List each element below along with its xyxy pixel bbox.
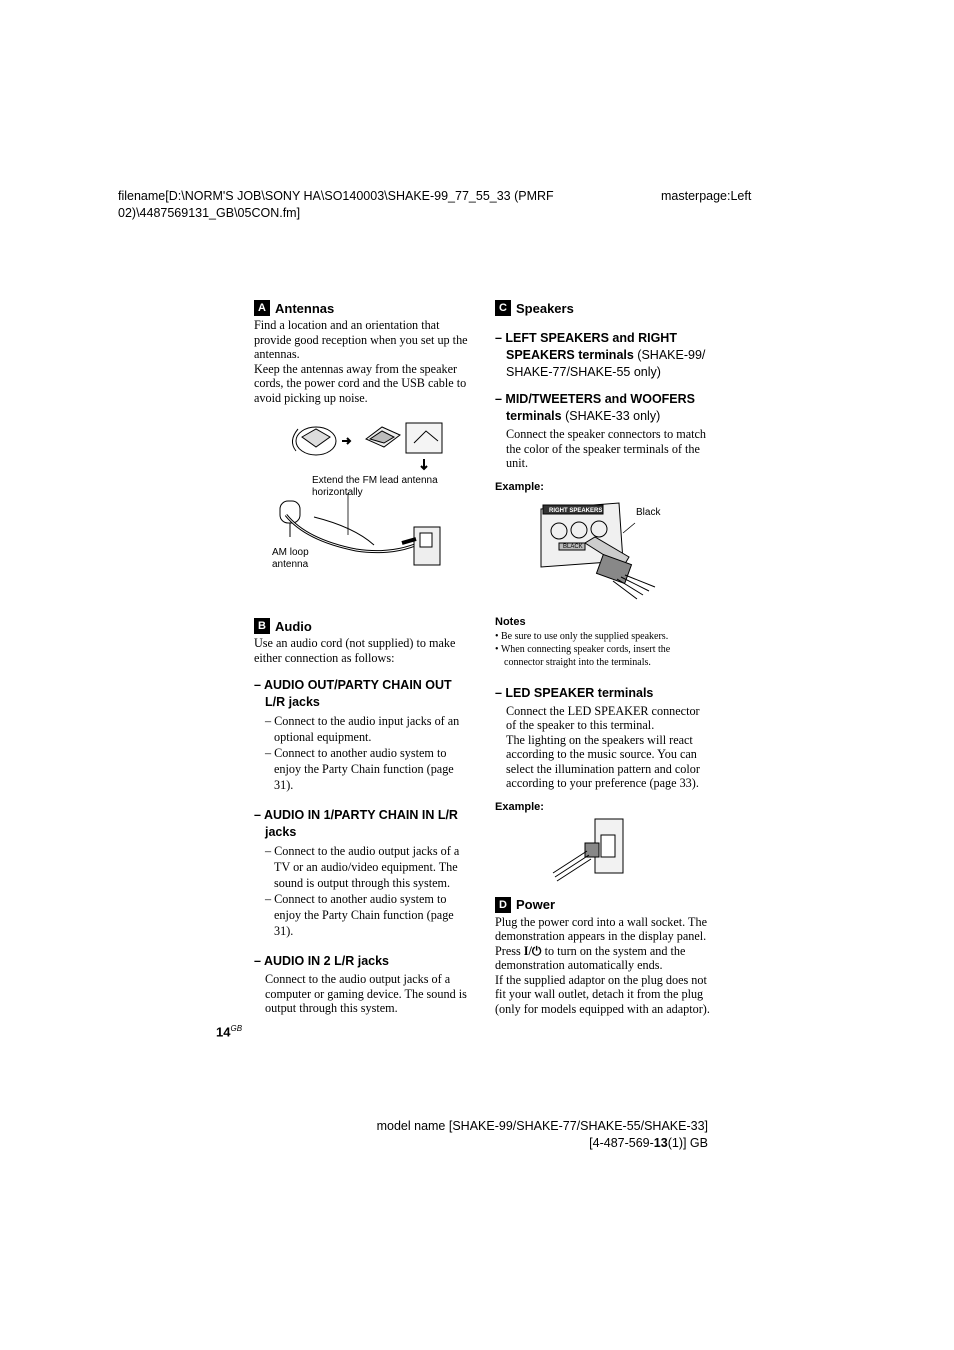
left-right-speakers-models: (SHAKE-99/ SHAKE-77/SHAKE-55 only) [506, 348, 706, 379]
section-d-badge: D [495, 897, 511, 913]
left-column [254, 300, 469, 1016]
speaker-terminal-svg [495, 497, 710, 602]
filename-line-1: filename[D:\NORM'S JOB\SONY HA\SO140003\SHAKE-99_77_55_33 (PMRF [118, 189, 554, 203]
notes-title: Notes [495, 615, 526, 628]
led-speaker-body-1: Connect the LED SPEAKER connector of the speaker to this terminal. [506, 703, 700, 732]
section-a-heading [254, 300, 469, 316]
led-speaker-heading: – LED SPEAKER terminals [495, 685, 654, 700]
audio-in2-heading: – AUDIO IN 2 L/R jacks [254, 954, 389, 968]
power-paragraph-1: Plug the power cord into a wall socket. The demonstration appears in the display panel. Press I/⏻ to turn on the system and the demonstration automatically ends. [495, 914, 707, 972]
filename-header [118, 188, 554, 222]
audio-intro: Use an audio cord (not supplied) to make either connection as follows: [254, 636, 456, 665]
audio-in1-heading: – AUDIO IN 1/PARTY CHAIN IN L/R jacks [254, 808, 458, 839]
black-caption: Black [636, 506, 661, 518]
section-c-badge: C [495, 300, 511, 316]
page-number: $14^{GB}$ [216, 1024, 243, 1040]
am-antenna-caption [272, 547, 309, 571]
notes-list [495, 630, 710, 669]
filename-line-2: 02)\4487569131_GB\05CON.fm] [118, 206, 301, 220]
antennas-paragraph-1: Find a location and an orientation that provide good reception when you set up the antennas. [254, 318, 468, 361]
led-connector-illustration [495, 815, 710, 885]
list-item: – Connect to another audio system to enjoy the Party Chain function (page 31). [265, 746, 454, 792]
left-right-speakers-bold: – LEFT SPEAKERS and RIGHT SPEAKERS terminals [495, 331, 677, 362]
audio-in2-body: Connect to the audio output jacks of a computer or gaming device. The sound is output through this system. [265, 972, 467, 1015]
audio-out-heading: – AUDIO OUT/PARTY CHAIN OUT L/R jacks [254, 678, 452, 709]
led-connector-svg [495, 815, 710, 885]
list-item: • When connecting speaker cords, insert the connector straight into the terminals. [495, 643, 671, 668]
document-code-footer: [4-487-569-13(1)] GB [589, 1136, 708, 1150]
section-d-title: Power [516, 897, 556, 912]
am-caption-line-1: AM loop [272, 547, 309, 558]
section-b-badge: B [254, 618, 270, 634]
mid-tweeters-body: Connect the speaker connectors to match the color of the speaker terminals of the unit. [506, 427, 707, 470]
section-b-title: Audio [275, 618, 312, 634]
section-c-heading [495, 300, 710, 316]
section-d-heading [495, 897, 710, 913]
antennas-paragraph-2: Keep the antennas away from the speaker cords, the power cord and the USB cable to avoid picking up noise. [254, 361, 467, 405]
mid-tweeters-heading [495, 391, 710, 425]
led-speaker-body-2: The lighting on the speakers will react according to the music source. You can select the illumination pattern and color according to your preference (page 33). [506, 732, 700, 790]
fm-antenna-caption: Extend the FM lead antenna horizontally [312, 475, 438, 498]
section-c-title: Speakers [516, 300, 574, 316]
mid-tweeters-models: (SHAKE-33 only) [561, 409, 661, 423]
power-icon: I/⏻ [523, 943, 542, 958]
section-a-title: Antennas [275, 300, 335, 316]
power-paragraph-2: If the supplied adaptor on the plug does not fit your wall outlet, detach it from the plug (only for models equipped with an adaptor). [495, 972, 710, 1016]
section-b-heading [254, 618, 469, 634]
antenna-illustration [254, 415, 469, 590]
right-speakers-panel-label: RIGHT SPEAKERS [549, 507, 603, 514]
audio-in1-list [265, 843, 469, 939]
section-a-badge: A [254, 300, 270, 316]
example-label-2: Example: [495, 800, 544, 813]
model-name-footer: model name [SHAKE-99/SHAKE-77/SHAKE-55/SHAKE-33] [376, 1119, 708, 1133]
mid-tweeters-bold: – MID/TWEETERS and WOOFERS terminals [495, 392, 696, 423]
list-item: – Connect to the audio output jacks of a TV or an audio/video equipment. The sound is output through this system. [265, 844, 460, 890]
list-item: – Connect to the audio input jacks of an optional equipment. [265, 714, 460, 744]
left-right-speakers-heading [495, 330, 710, 381]
list-item: – Connect to another audio system to enjoy the Party Chain function (page 31). [265, 892, 454, 938]
audio-out-list [265, 713, 469, 793]
right-column [495, 300, 710, 1016]
masterpage-label: masterpage:Left [661, 189, 752, 203]
list-item: • Be sure to use only the supplied speakers. [495, 630, 669, 642]
black-terminal-label: BLACK [563, 543, 583, 550]
example-label-1: Example: [495, 480, 544, 493]
speaker-terminal-illustration [495, 497, 710, 602]
am-caption-line-2: antenna [272, 559, 309, 570]
